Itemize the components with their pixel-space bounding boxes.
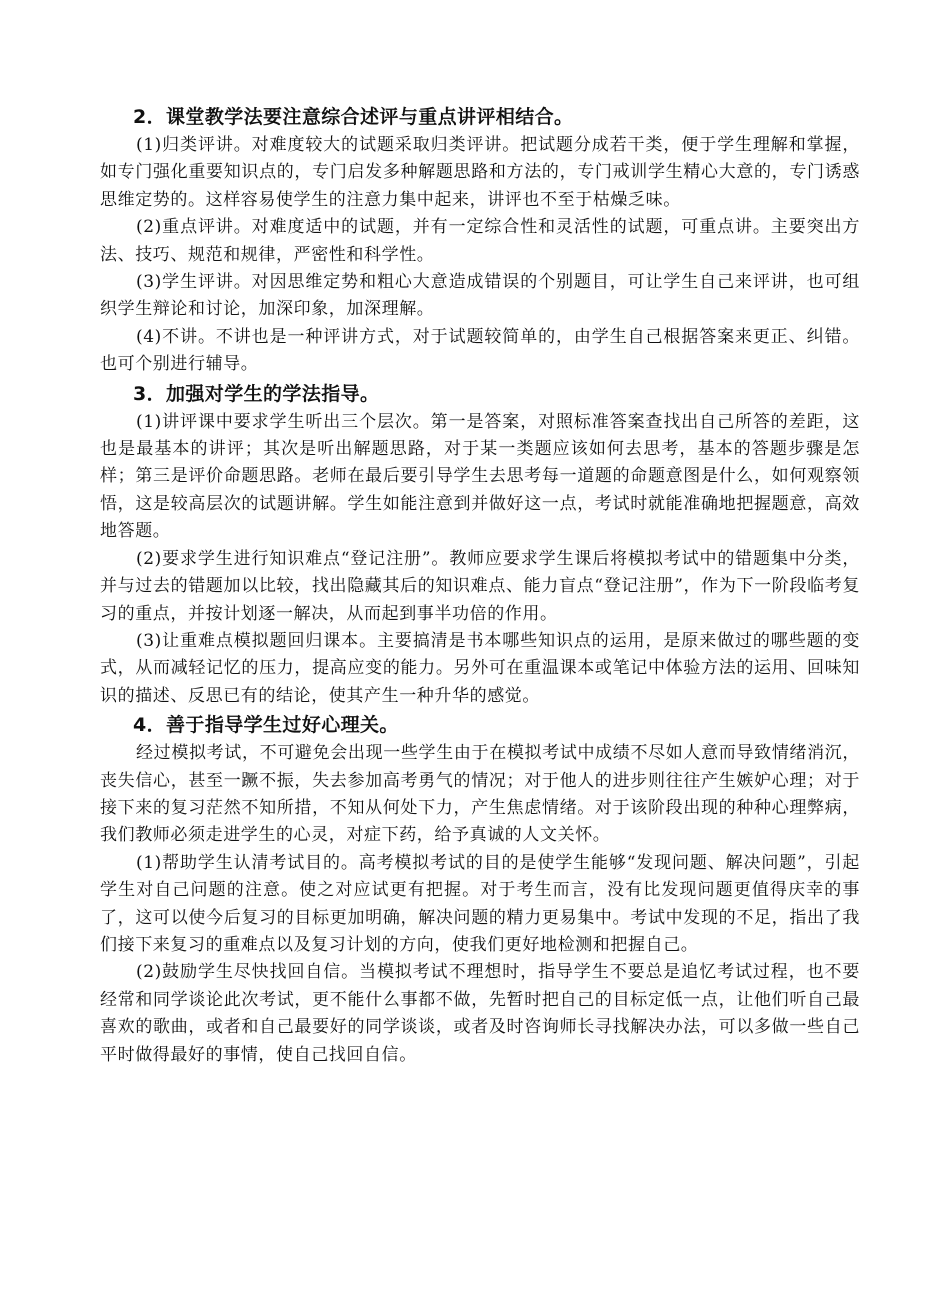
section-heading: 3．加强对学生的学法指导。 — [133, 382, 380, 405]
paragraph: (2)重点评讲。对难度适中的试题，并有一定综合性和灵活性的试题，可重点讲。主要突出方法、技巧、规范和规律，严密性和科学性。 — [100, 217, 860, 265]
section-3 — [100, 379, 860, 710]
paragraph: (3)学生评讲。对因思维定势和粗心大意造成错误的个别题目，可让学生自己来评讲，也可组织学生辩论和讨论，加深印象，加深理解。 — [100, 272, 860, 320]
paragraph: (1)帮助学生认清考试目的。高考模拟考试的目的是使学生能够“发现问题、解决问题”，引起学生对自己问题的注意。使之对应试更有把握。对于考生而言，没有比发现问题更值得庆幸的事了，这可以使今后复习的目标更加明确，解决问题的精力更易集中。考试中发现的不足，指出了我们接下来复习的重难点以及复习计划的方向，使我们更好地检测和把握自己。 — [100, 852, 860, 955]
section-2 — [100, 102, 860, 379]
section-heading: 2．课堂教学法要注意综合述评与重点讲评相结合。 — [133, 106, 574, 128]
paragraph: (2)鼓励学生尽快找回自信。当模拟考试不理想时，指导学生不要总是追忆考试过程，也不要经常和同学谈论此次考试，更不能什么事都不做，先暂时把自己的目标定低一点，让他们听自己最喜欢的歌曲，或者和自己最要好的同学谈谈，或者及时咨询师长寻找解决办法，可以多做一些自己平时做得最好的事情，使自己找回自信。 — [100, 962, 860, 1065]
section-heading: 4．善于指导学生过好心理关。 — [133, 714, 399, 737]
paragraph: (2)要求学生进行知识难点“登记注册”。教师应要求学生课后将模拟考试中的错题集中分类，并与过去的错题加以比较，找出隐藏其后的知识难点、能力盲点“登记注册”，作为下一阶段临考复习的重点，并按计划逐一解决，从而起到事半功倍的作用。 — [100, 548, 860, 624]
paragraph: (1)讲评课中要求学生听出三个层次。第一是答案，对照标准答案查找出自己所答的差距，这也是最基本的讲评；其次是听出解题思路，对于某一类题应该如何去思考，基本的答题步骤是怎样；第三是评价命题思路。老师在最后要引导学生去思考每一道题的命题意图是什么，如何观察领悟，这是较高层次的试题讲解。学生如能注意到并做好这一点，考试时就能准确地把握题意，高效地答题。 — [100, 411, 860, 542]
document-page — [100, 102, 860, 1069]
paragraph: (4)不讲。不讲也是一种评讲方式，对于试题较简单的，由学生自己根据答案来更正、纠错。也可个别进行辅导。 — [100, 326, 860, 375]
section-4 — [100, 710, 860, 1069]
paragraph: (1)归类评讲。对难度较大的试题采取归类评讲。把试题分成若干类，便于学生理解和掌握，如专门强化重要知识点的，专门启发多种解题思路和方法的，专门戒训学生精心大意的，专门诱惑思维定势的。这样容易使学生的注意力集中起来，讲评也不至于枯燥乏味。 — [100, 135, 860, 210]
paragraph: (3)让重难点模拟题回归课本。主要搞清是书本哪些知识点的运用，是原来做过的哪些题的变式，从而减轻记忆的压力，提高应变的能力。另外可在重温课本或笔记中体验方法的运用、回味知识的描述、反思已有的结论，使其产生一种升华的感觉。 — [100, 630, 860, 706]
paragraph: 经过模拟考试，不可避免会出现一些学生由于在模拟考试中成绩不尽如人意而导致情绪消沉，丧失信心，甚至一蹶不振，失去参加高考勇气的情况；对于他人的进步则往往产生嫉妒心理；对于接下来的复习茫然不知所措，不知从何处下力，产生焦虑情绪。对于该阶段出现的种种心理弊病，我们教师必须走进学生的心灵，对症下药，给予真诚的人文关怀。 — [100, 743, 860, 846]
